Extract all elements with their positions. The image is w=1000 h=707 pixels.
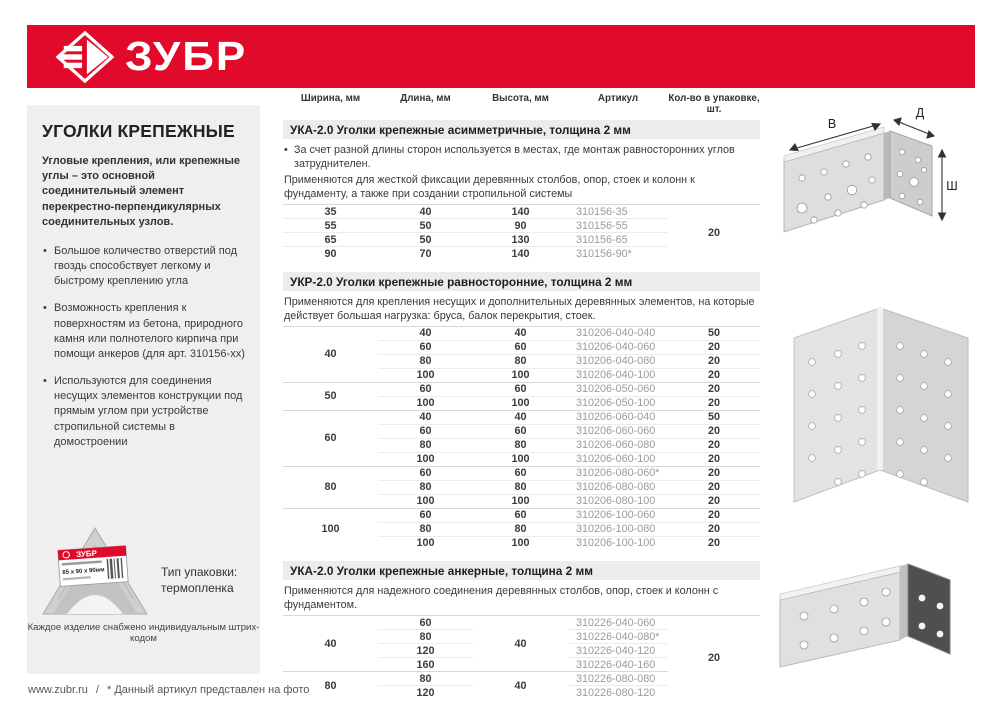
section-title: УКА-2.0 Уголки крепежные анкерные, толщина 2 мм — [283, 561, 760, 580]
dimension-cell: 80 — [378, 480, 473, 494]
article-cell: 310226-040-060 — [568, 616, 668, 630]
section-bullet: • За счет разной длины сторон используется в местах, где монтаж равносторонних углов затруднителен. — [283, 143, 760, 171]
col-header-qty: Кол-во в упаковке, шт. — [668, 93, 760, 115]
qty-cell: 20 — [668, 508, 760, 522]
qty-cell: 20 — [668, 205, 760, 261]
article-cell: 310206-100-080 — [568, 522, 668, 536]
pack-sticker — [58, 546, 128, 587]
qty-cell: 20 — [668, 354, 760, 368]
article-cell: 310206-080-100 — [568, 494, 668, 508]
article-cell: 310206-040-040 — [568, 326, 668, 340]
section-uka-anchor — [283, 561, 760, 700]
product-image-anchor-angle — [772, 532, 992, 702]
dimension-cell: 60 — [283, 410, 378, 466]
article-cell: 310206-050-100 — [568, 396, 668, 410]
intro-text: Угловые крепления, или крепежные углы – это основной соединительный элемент перекрестно-перпендикулярных соединительных узлов. — [42, 155, 240, 228]
dimension-cell: 120 — [378, 686, 473, 700]
article-cell: 310206-080-060* — [568, 466, 668, 480]
dimension-cell: 40 — [473, 616, 568, 672]
article-cell: 310206-040-080 — [568, 354, 668, 368]
table-row — [283, 326, 760, 340]
section-ukr-equal — [283, 272, 760, 551]
dimension-cell: 50 — [378, 233, 473, 247]
section-description: Применяются для крепления несущих и дополнительных деревянных элементов, на которые действует большая нагрузка: бруса, балок перекрытия, стоек. — [284, 295, 755, 322]
article-cell: 310206-060-060 — [568, 424, 668, 438]
table-row — [283, 616, 760, 630]
article-cell: 310206-060-080 — [568, 438, 668, 452]
dimension-cell: 80 — [378, 438, 473, 452]
packaging-type-label: Тип упаковки: — [161, 564, 238, 579]
qty-cell: 20 — [668, 382, 760, 396]
dimension-cell: 120 — [378, 644, 473, 658]
footer-separator: / — [95, 684, 99, 696]
dimension-cell: 80 — [473, 522, 568, 536]
dimension-cell: 140 — [473, 205, 568, 219]
table-row — [283, 466, 760, 480]
qty-cell: 20 — [668, 494, 760, 508]
dimension-cell: 80 — [378, 672, 473, 686]
feature-item: • Используются для соединения несущих элементов конструкции под прямым углом при устройстве стропильной системы в домостроении — [42, 374, 246, 450]
qty-cell: 20 — [668, 616, 760, 700]
article-cell: 310226-040-120 — [568, 644, 668, 658]
dimension-cell: 80 — [473, 438, 568, 452]
zubr-logo — [53, 30, 247, 84]
article-cell: 310226-040-080* — [568, 630, 668, 644]
dimension-cell: 100 — [473, 452, 568, 466]
qty-cell: 20 — [668, 452, 760, 466]
dimension-cell: 80 — [283, 672, 378, 700]
dimension-cell: 80 — [283, 466, 378, 508]
col-header-article: Артикул — [597, 93, 639, 104]
dim-label-depth: Д — [915, 106, 925, 120]
article-cell: 310206-100-100 — [568, 536, 668, 550]
article-cell: 310206-040-060 — [568, 340, 668, 354]
sticker-size: 65 х 90 х 90мм — [62, 567, 105, 577]
article-cell: 310156-35 — [568, 205, 668, 219]
article-cell: 310156-65 — [568, 233, 668, 247]
dimension-cell: 90 — [283, 247, 378, 261]
qty-cell: 20 — [668, 340, 760, 354]
dimension-cell: 60 — [473, 340, 568, 354]
article-cell: 310206-050-060 — [568, 382, 668, 396]
dimension-cell: 70 — [378, 247, 473, 261]
dimension-cell: 60 — [378, 508, 473, 522]
qty-cell: 20 — [668, 424, 760, 438]
dimension-cell: 80 — [378, 522, 473, 536]
article-cell: 310156-55 — [568, 219, 668, 233]
dimension-cell: 100 — [378, 494, 473, 508]
table-row — [283, 205, 760, 219]
article-cell: 310226-080-120 — [568, 686, 668, 700]
dimension-cell: 100 — [378, 396, 473, 410]
qty-cell: 20 — [668, 438, 760, 452]
qty-cell: 20 — [668, 466, 760, 480]
section-uka-asymmetric — [283, 120, 760, 261]
dim-label-width: Ш — [946, 179, 958, 193]
dimension-cell: 100 — [473, 536, 568, 550]
dimension-cell: 55 — [283, 219, 378, 233]
section-title: УКА-2.0 Уголки крепежные асимметричные, толщина 2 мм — [283, 120, 760, 139]
spec-table — [283, 326, 760, 551]
feature-item: • Большое количество отверстий под гвоздь способствует легкому и быстрому креплению угла — [42, 244, 246, 290]
dimension-cell: 80 — [473, 354, 568, 368]
dimension-cell: 65 — [283, 233, 378, 247]
dimension-cell: 140 — [473, 247, 568, 261]
qty-cell: 20 — [668, 536, 760, 550]
dimension-cell: 60 — [378, 466, 473, 480]
dimension-cell: 60 — [473, 382, 568, 396]
packaging-block — [37, 518, 250, 622]
dim-label-length: В — [827, 117, 837, 131]
footer-footnote: * Данный артикул представлен на фото — [106, 684, 310, 696]
logo-wordmark: ЗУБР — [125, 33, 248, 79]
page-title: УГОЛКИ КРЕПЕЖНЫЕ — [42, 121, 235, 141]
article-cell: 310206-080-080 — [568, 480, 668, 494]
dimension-cell: 40 — [473, 410, 568, 424]
sidebar — [27, 105, 260, 674]
dimension-cell: 90 — [473, 219, 568, 233]
dimension-cell: 60 — [378, 340, 473, 354]
qty-cell: 20 — [668, 480, 760, 494]
dimension-cell: 40 — [473, 672, 568, 700]
packaging-type-value: термопленка — [161, 580, 234, 595]
dimension-cell: 80 — [378, 354, 473, 368]
dimension-cell: 60 — [473, 508, 568, 522]
zubr-arrow-icon — [53, 30, 115, 84]
article-cell: 310156-90* — [568, 247, 668, 261]
product-image-asymmetric-angle — [772, 100, 1000, 278]
column-headers — [283, 93, 760, 115]
dimension-cell: 100 — [473, 494, 568, 508]
col-header-height: Высота, мм — [492, 93, 549, 104]
section-description: Применяются для надежного соединения деревянных столбов, опор, стоек и колонн с фундаментом. — [284, 585, 719, 612]
dimension-cell: 80 — [378, 630, 473, 644]
dimension-cell: 60 — [473, 466, 568, 480]
dimension-cell: 35 — [283, 205, 378, 219]
dimension-cell: 160 — [378, 658, 473, 672]
barcode-note: Каждое изделие снабжено индивидуальным штрих-кодом — [27, 622, 260, 644]
qty-cell: 20 — [668, 368, 760, 382]
table-row — [283, 508, 760, 522]
dimension-cell: 40 — [283, 616, 378, 672]
article-cell: 310206-040-100 — [568, 368, 668, 382]
dimension-cell: 60 — [378, 616, 473, 630]
article-cell: 310206-060-040 — [568, 410, 668, 424]
section-title: УКР-2.0 Уголки крепежные равносторонние, толщина 2 мм — [283, 272, 760, 291]
sticker-brand: ЗУБР — [75, 548, 98, 560]
dimension-cell: 100 — [473, 368, 568, 382]
dimension-cell: 40 — [473, 326, 568, 340]
footer — [28, 684, 309, 696]
dimension-cell: 130 — [473, 233, 568, 247]
dimension-cell: 100 — [378, 536, 473, 550]
article-cell: 310226-040-160 — [568, 658, 668, 672]
dimension-cell: 50 — [283, 382, 378, 410]
dimension-cell: 60 — [378, 382, 473, 396]
site-url[interactable]: www.zubr.ru — [28, 684, 88, 696]
section-description: Применяются для жесткой фиксации деревянных столбов, опор, стоек и колонн к фундаменту, а также при создании стропильной системы — [284, 174, 695, 201]
table-row — [283, 382, 760, 396]
dimension-cell: 40 — [378, 205, 473, 219]
packaging-type — [161, 564, 237, 622]
col-header-length: Длина, мм — [400, 93, 451, 104]
dimension-cell: 40 — [378, 410, 473, 424]
dimension-cell: 50 — [378, 219, 473, 233]
dimension-cell: 100 — [283, 508, 378, 550]
article-cell: 310206-060-100 — [568, 452, 668, 466]
feature-list — [42, 244, 246, 450]
spec-tables-area — [283, 93, 760, 707]
dimension-cell: 100 — [473, 396, 568, 410]
brand-bar — [27, 25, 975, 88]
article-cell: 310226-080-080 — [568, 672, 668, 686]
dimension-cell: 100 — [378, 452, 473, 466]
feature-item: • Возможность крепления к поверхностям из бетона, природного камня или полнотелого кирпича при помощи анкеров (для арт. 310156-хх) — [42, 301, 246, 362]
dimension-cell: 60 — [473, 424, 568, 438]
spec-table — [283, 615, 760, 700]
qty-cell: 20 — [668, 396, 760, 410]
spec-table — [283, 204, 760, 261]
packaging-photo — [37, 518, 155, 622]
dimension-cell: 80 — [473, 480, 568, 494]
dimension-cell: 60 — [378, 424, 473, 438]
table-row — [283, 410, 760, 424]
col-header-width: Ширина, мм — [300, 93, 361, 104]
qty-cell: 50 — [668, 326, 760, 340]
dimension-cell: 40 — [378, 326, 473, 340]
dimension-cell: 100 — [378, 368, 473, 382]
product-image-equal-angle — [778, 288, 984, 520]
dimension-cell: 40 — [283, 326, 378, 382]
qty-cell: 20 — [668, 522, 760, 536]
qty-cell: 50 — [668, 410, 760, 424]
article-cell: 310206-100-060 — [568, 508, 668, 522]
